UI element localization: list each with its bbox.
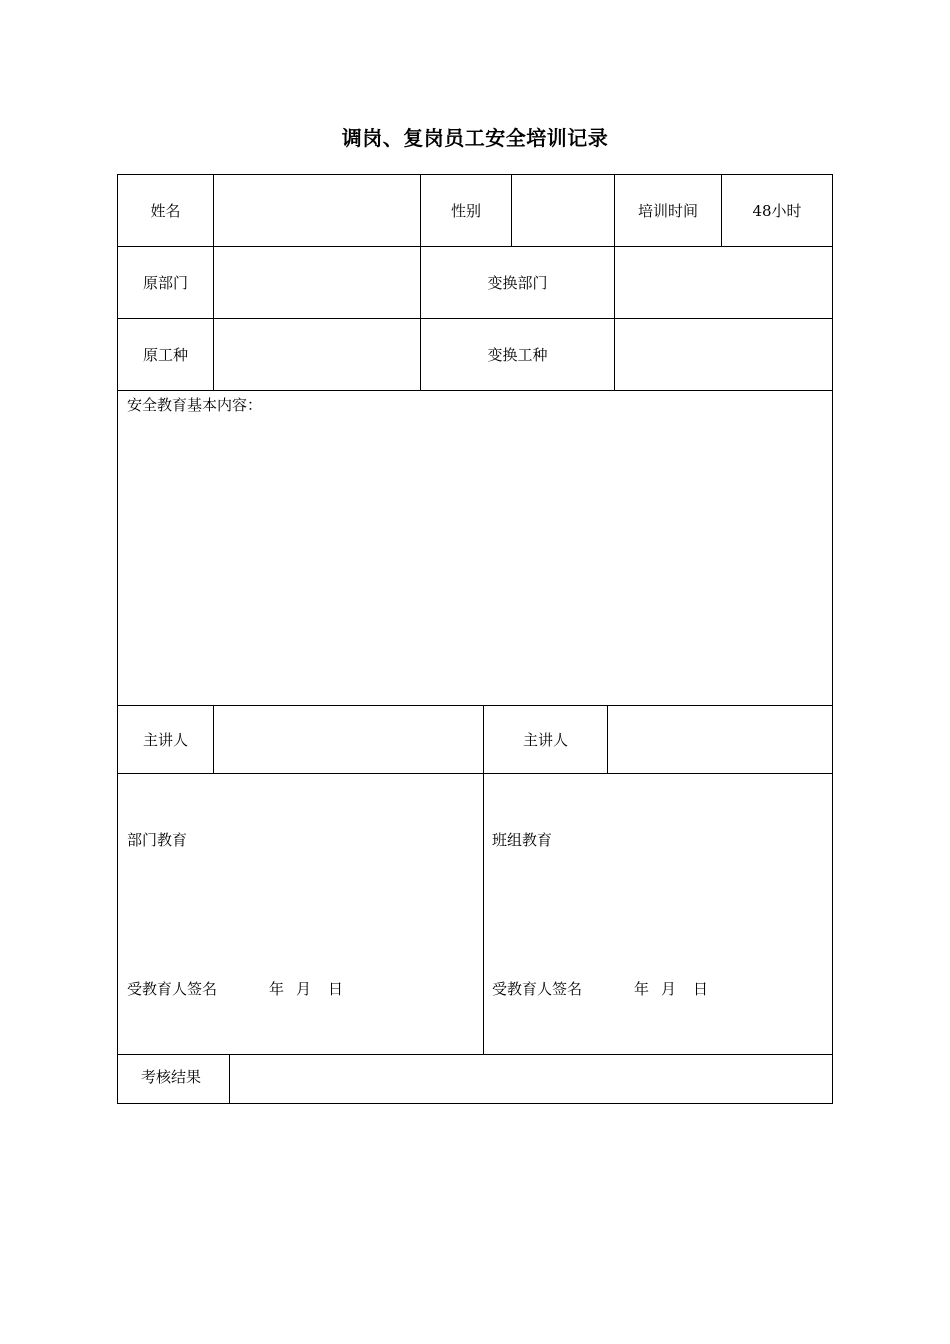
original-job-type-field[interactable] [214, 319, 420, 390]
assessment-result-label: 考核结果 [141, 1068, 202, 1086]
lecturer-label-left: 主讲人 [142, 731, 188, 749]
row-divider [117, 773, 833, 774]
training-record-form [117, 174, 833, 1104]
original-job-type-label: 原工种 [142, 346, 188, 364]
row-divider [117, 390, 833, 391]
lecturer-label-right: 主讲人 [522, 731, 568, 749]
new-department-label: 变换部门 [487, 274, 548, 292]
date-day: 日 [693, 980, 709, 998]
safety-content-label: 安全教育基本内容： [127, 396, 263, 414]
lecturer-field-right[interactable] [608, 706, 832, 773]
gender-label: 性别 [450, 202, 481, 220]
date-year: 年 [269, 980, 285, 998]
table-border-right [832, 174, 833, 1104]
table-border-bottom [117, 1103, 833, 1104]
signature-label: 受教育人签名 [127, 980, 218, 998]
date-month: 月 [661, 980, 677, 998]
name-label: 姓名 [150, 202, 181, 220]
date-year: 年 [634, 980, 650, 998]
name-field[interactable] [214, 175, 420, 246]
original-department-field[interactable] [214, 247, 420, 318]
new-job-type-field[interactable] [615, 319, 832, 390]
date-day: 日 [328, 980, 344, 998]
safety-content-area[interactable] [118, 420, 832, 704]
date-month: 月 [296, 980, 312, 998]
document-title: 调岗、复岗员工安全培训记录 [341, 126, 609, 150]
new-department-field[interactable] [615, 247, 832, 318]
signature-line-right[interactable] [492, 978, 708, 999]
lecturer-field-left[interactable] [214, 706, 483, 773]
assessment-result-field[interactable] [230, 1055, 832, 1103]
original-department-label: 原部门 [142, 274, 188, 292]
signature-line-left[interactable] [127, 978, 343, 999]
training-time-label: 培训时间 [637, 202, 698, 220]
new-job-type-label: 变换工种 [487, 346, 548, 364]
training-time-value[interactable]: 48小时 [752, 202, 802, 220]
gender-field[interactable] [512, 175, 614, 246]
team-education-label: 班组教育 [492, 831, 553, 849]
department-education-label: 部门教育 [127, 831, 188, 849]
signature-label: 受教育人签名 [492, 980, 583, 998]
